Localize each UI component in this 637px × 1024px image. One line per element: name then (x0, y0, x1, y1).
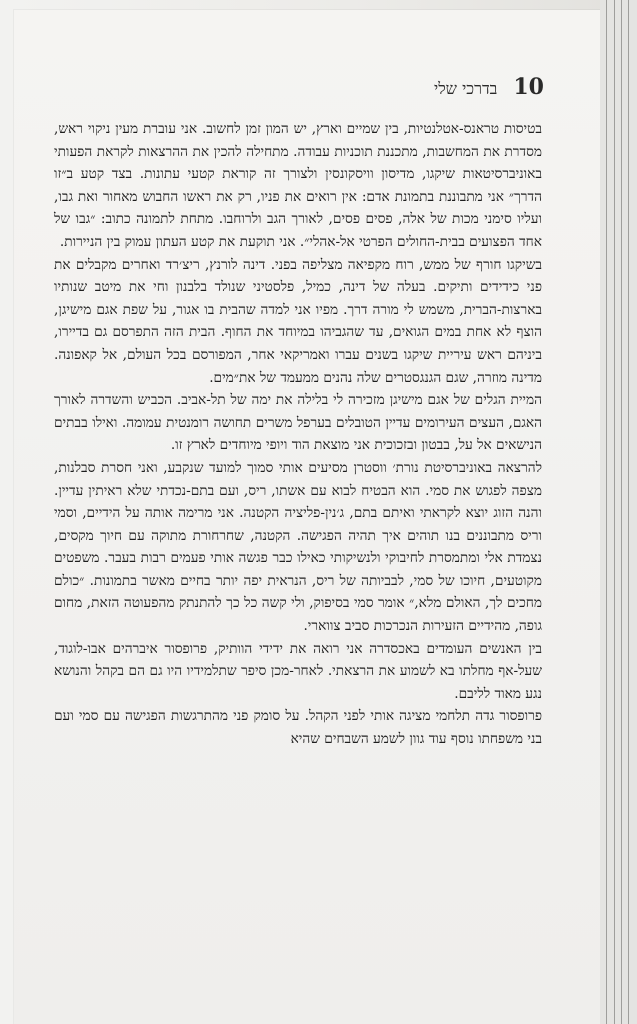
paragraph: המיית הגלים של אגם מישיגן מזכירה לי בלילה את ימה של תל-אביב. הכביש והשדרה לאורך האגם, העצים העירומים עדיין הטובלים בערפל משרים תחושה רומנטית עמומה. ואילו בבתים הנישאים אל על, בבטון ובזכוכית אני מוצאת הוד ויופי מיוחדים לארץ זו. (54, 392, 542, 454)
page-header (384, 74, 544, 104)
paragraph: להרצאה באוניברסיטת נורת׳ ווסטרן מסיעים אותי סמוך למועד שנקבע, ואני חסרת סבלנות, מצפה לפגוש את סמי. הוא הבטיח לבוא עם אשתו, ריס, ועם בתם-נכדתי שלא ראיתין עדיין. והנה הזוג יוצא לקראתי ואיתם בתם, ג׳נין-פליציה הקטנה. אני מרימה אותה על הידיים, וסמי וריס מתבוננים בנו תוהים איך תהיה הפגישה. הקטנה, שחרחורת מתוקה עם חיוך מקסים, נצמדת אלי ומתמסרת לחיבוקי ולנשיקותי כאילו כבר פגשה אותי פעמים רבות בעבר. משפטים מקוטעים, חיוכו של סמי, לבביותה של ריס, הנראית יפה יותר בחיים מאשר בתמונות. ״כולם מחכים לך, האולם מלא,״ אומר סמי בסיפוק, ולי קשה כל כך להתנתק מהפעוטה הזאת, מחום גופה, מהידיים הזעירות הנכרכות סביב צווארי. (54, 459, 542, 635)
paragraph: פרופסור גדה תלחמי מציגה אותי לפני הקהל. על סומק פני מהתרגשות הפגישה עם סמי ועם בני משפחתו נוסף עוד גוון לשמע השבחים שהיא (54, 708, 542, 748)
page-number: 10 (513, 74, 544, 100)
paragraph: בשיקגו חורף של ממש, רוח מקפיאה מצליפה בפני. דינה לורנץ, ריצ׳רד ואחרים מקבלים את פני כידידים ותיקים. בעלה של דינה, כמיל, פלסטיני שנולד בלבנון וחי את מיטב שנותיו בארצות-הברית, משמש לי מורה דרך. מפיו אני למדה שהבית בו אגור, על שפת אגם מישיגן, הוצף לא אחת במים הגואים, עד שהגביהו במיוחד את החוף. הבית הזה התפרסם גם בדיירו, ביניהם ראש עיריית שיקגו בשנים עברו ואמריקאי אחר, המפורסם בכל העולם, אל קאפונה. מדינה מוזרה, שגם הגנגסטרים שלה נהנים ממעמד של את״מים. (54, 256, 542, 386)
body-text (54, 118, 542, 751)
page-edges (600, 0, 637, 1024)
running-head: בדרכי שלי (434, 79, 498, 98)
page-edge-line (614, 0, 615, 1024)
page-edge-line (621, 0, 622, 1024)
paragraph: בטיסות טראנס-אטלנטיות, בין שמיים וארץ, יש המון זמן לחשוב. אני עוברת מעין ניקוי ראש, מסדרת את המחשבות, מתכננת תוכניות עבודה. מתחילה להכין את ההרצאות לקראת הפעותי באוניברסיטאות שיקגו, מדיסון וויסקונסין ולצורך זה קוראת קטעי עתונות. בצד קטע ב״זו הדרך״ אני מתבוננת בתמונת אדם: אין רואים את פניו, רק את ראשו החבוש מאחור ואת גבו, ועליו סימני מכות של אלה, פסים פסים, לאורך הגב ולרוחבו. מתחת לתמונה כתוב: ״גבו של אחד הפצועים בבית-החולים הפרטי אל-אהלי״. אני תוקעת את קטע העתון עמוק בין הניירות. (54, 121, 542, 250)
page-edge-line (606, 0, 607, 1024)
page-edge-line (628, 0, 629, 1024)
paragraph: בין האנשים העומדים באכסדרה אני רואה את ידידי הוותיק, פרופסור איברהים אבו-לוגוד, שעל-אף מחלתו בא לשמוע את הרצאתי. לאחר-מכן סיפר שתלמידיו היו גם הם בקהל והנושא נגע מאוד לליבם. (54, 640, 542, 702)
